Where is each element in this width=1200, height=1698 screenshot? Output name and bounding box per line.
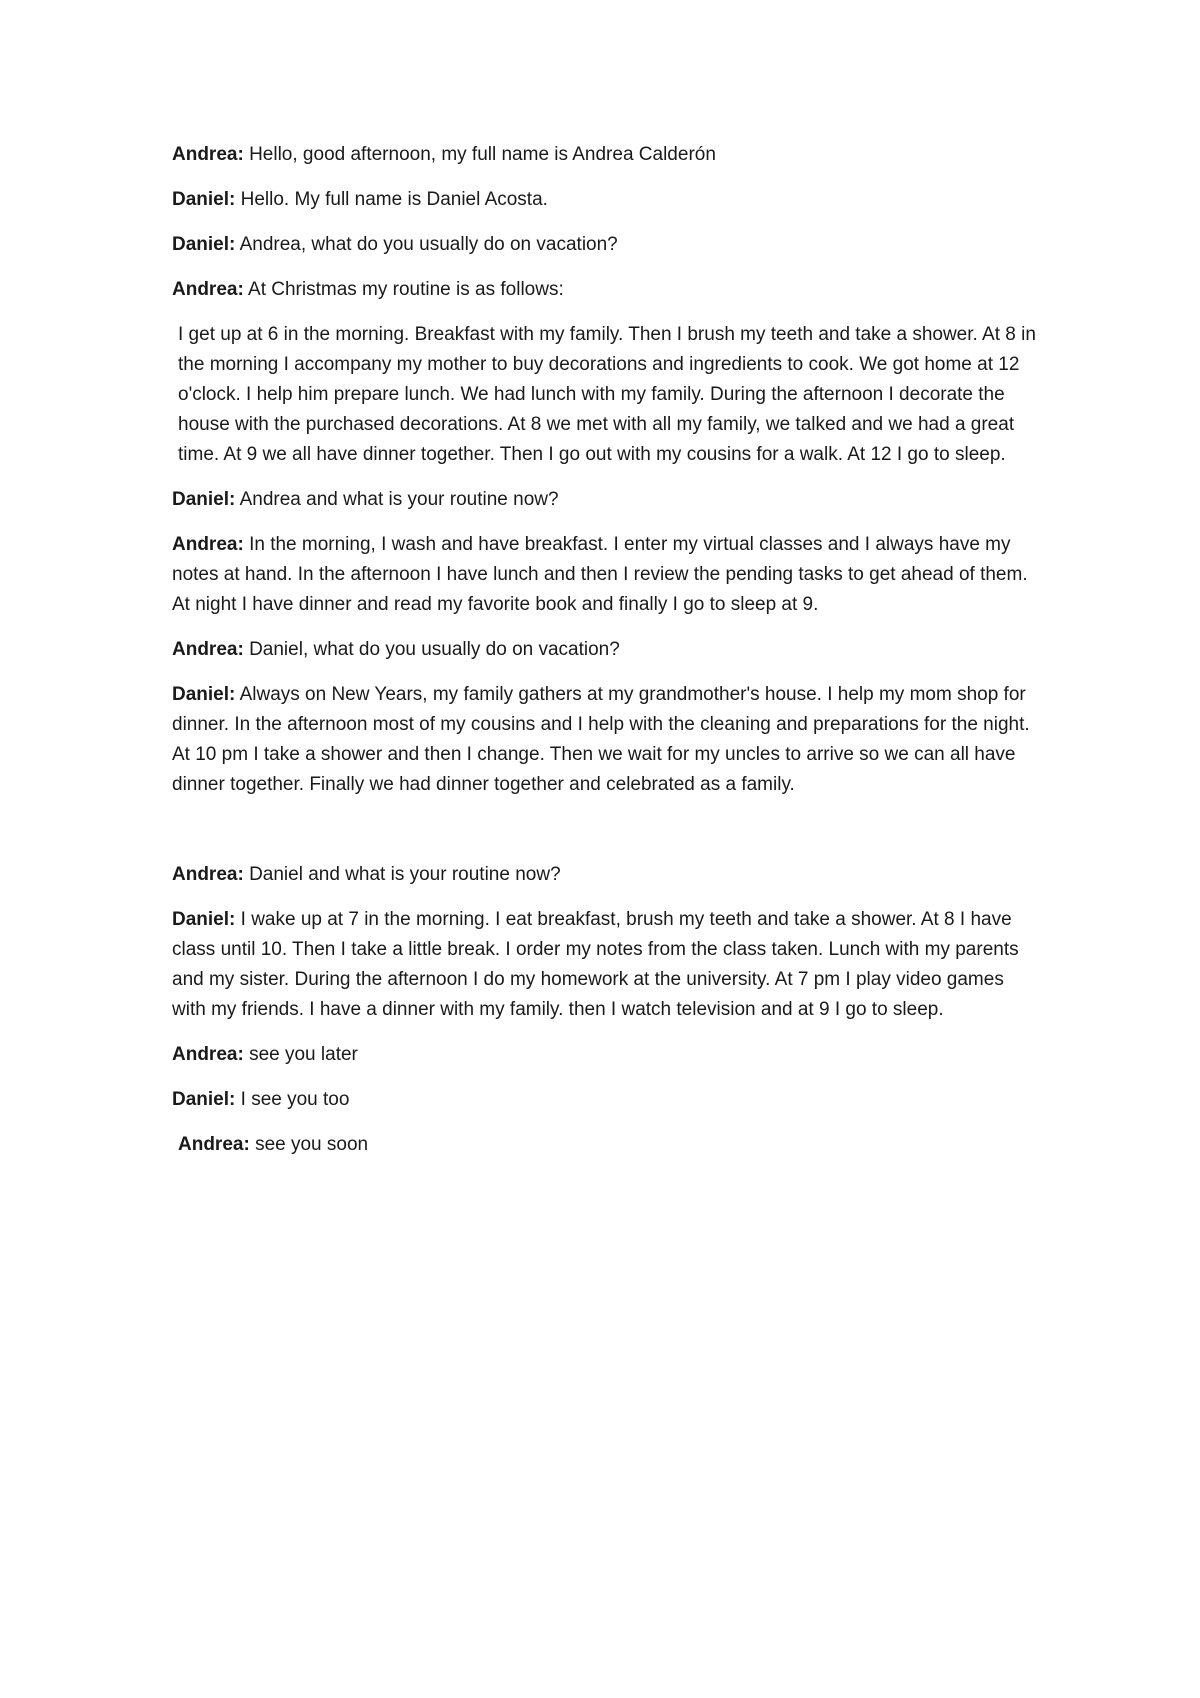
- dialogue-body: [172, 140, 1042, 1175]
- speaker-name: Andrea:: [172, 1044, 244, 1065]
- dialogue-line: [172, 485, 1042, 515]
- speaker-name: Daniel:: [172, 684, 236, 705]
- dialogue-line: [172, 860, 1042, 890]
- dialogue-text: I get up at 6 in the morning. Breakfast with my family. Then I brush my teeth and take a shower. At 8 in the morning I accompany my mother to buy decorations and ingredients to cook. We got home at 12 o'clock. I help him prepare lunch. We had lunch with my family. During the afternoon I decorate the house with the purchased decorations. At 8 we met with all my family, we talked and we had a great time. At 9 we all have dinner together. Then I go out with my cousins for a walk. At 12 I go to sleep.: [178, 324, 1036, 465]
- speaker-name: Andrea:: [178, 1134, 250, 1155]
- dialogue-text: I see you too: [235, 1089, 350, 1110]
- dialogue-line: [172, 275, 1042, 305]
- dialogue-text: I wake up at 7 in the morning. I eat breakfast, brush my teeth and take a shower. At 8 I have class until 10. Then I take a little break. I order my notes from the class taken. Lunch with my parents and my sister. During the afternoon I do my homework at the university. At 7 pm I play video games with my friends. I have a dinner with my family. then I watch television and at 9 I go to sleep.: [172, 909, 1019, 1020]
- dialogue-line: [172, 230, 1042, 260]
- dialogue-text: Hello. My full name is Daniel Acosta.: [235, 189, 548, 210]
- speaker-name: Daniel:: [172, 234, 236, 255]
- dialogue-line: [172, 185, 1042, 215]
- speaker-name: Andrea:: [172, 534, 244, 555]
- dialogue-line: [172, 1040, 1042, 1070]
- speaker-name: Daniel:: [172, 489, 236, 510]
- speaker-name: Andrea:: [172, 864, 244, 885]
- dialogue-line: [172, 1085, 1042, 1115]
- speaker-name: Daniel:: [172, 189, 236, 210]
- dialogue-text: Always on New Years, my family gathers at my grandmother's house. I help my mom shop for dinner. In the afternoon most of my cousins and I help with the cleaning and preparations for the night. At 10 pm I take a shower and then I change. Then we wait for my uncles to arrive so we can all have dinner together. Finally we had dinner together and celebrated as a family.: [172, 684, 1030, 795]
- dialogue-text: Andrea and what is your routine now?: [235, 489, 559, 510]
- dialogue-line: [172, 1130, 1042, 1160]
- dialogue-text: see you soon: [249, 1134, 369, 1155]
- dialogue-line: [172, 530, 1042, 620]
- dialogue-text: Daniel and what is your routine now?: [243, 864, 561, 885]
- speaker-name: Andrea:: [172, 279, 244, 300]
- dialogue-text: In the morning, I wash and have breakfast. I enter my virtual classes and I always have my notes at hand. In the afternoon I have lunch and then I review the pending tasks to get ahead of them. At night I have dinner and read my favorite book and finally I go to sleep at 9.: [172, 534, 1028, 615]
- speaker-name: Daniel:: [172, 909, 236, 930]
- dialogue-line: [172, 140, 1042, 170]
- speaker-name: Andrea:: [172, 639, 244, 660]
- dialogue-text: see you later: [243, 1044, 358, 1065]
- dialogue-text: Hello, good afternoon, my full name is Andrea Calderón: [243, 144, 716, 165]
- dialogue-text: At Christmas my routine is as follows:: [243, 279, 564, 300]
- dialogue-line: [172, 905, 1042, 1025]
- dialogue-line: [172, 635, 1042, 665]
- speaker-name: Daniel:: [172, 1089, 236, 1110]
- dialogue-text: Daniel, what do you usually do on vacation?: [243, 639, 620, 660]
- dialogue-line: [172, 680, 1042, 800]
- speaker-name: Andrea:: [172, 144, 244, 165]
- dialogue-text: Andrea, what do you usually do on vacation?: [235, 234, 618, 255]
- dialogue-line: [172, 320, 1042, 470]
